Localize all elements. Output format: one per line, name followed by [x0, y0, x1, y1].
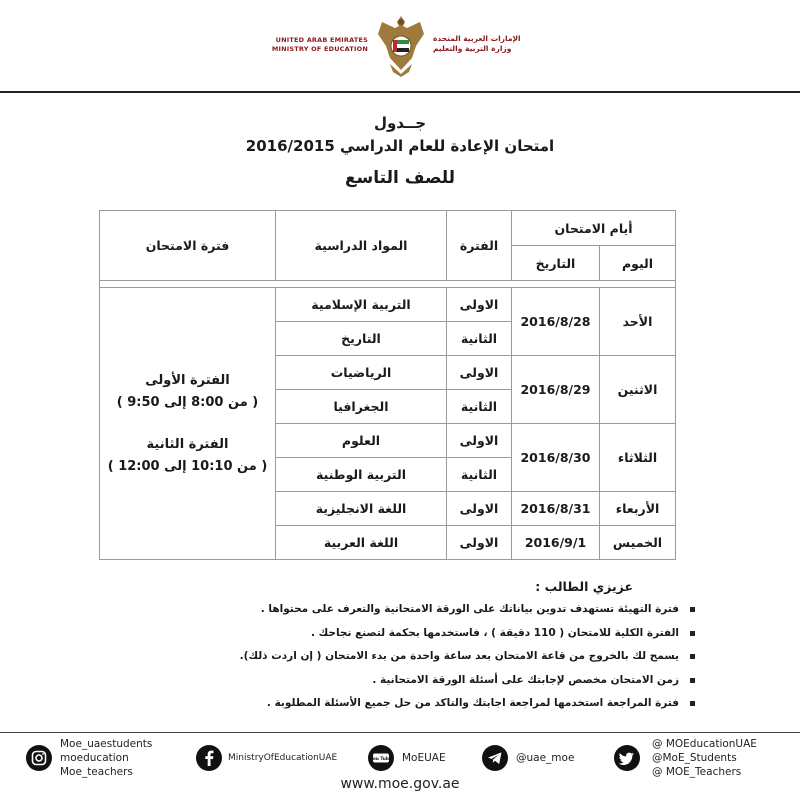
header-en-line1: UNITED ARAB EMIRATES — [275, 36, 368, 44]
period-cell: الاولى — [447, 424, 512, 458]
facebook-icon[interactable] — [196, 745, 222, 771]
subject-cell: التربية الإسلامية — [276, 288, 447, 322]
period-cell: الثانية — [447, 322, 512, 356]
header-ar-line2: وزارة التربية والتعليم — [433, 44, 512, 53]
table-row — [100, 288, 676, 322]
header-ar-line1: الإمارات العربية المتحدة — [433, 34, 521, 43]
period-cell: الاولى — [447, 526, 512, 560]
twitter-icon[interactable] — [614, 745, 640, 771]
period-cell: الثانية — [447, 390, 512, 424]
date-cell: 2016/9/1 — [512, 526, 600, 560]
twitter-teachers[interactable]: @ MOE_Teachers — [652, 766, 742, 778]
date-cell: 2016/8/31 — [512, 492, 600, 526]
falcon-emblem-icon — [376, 12, 426, 78]
notes-title: عزيزي الطالب : — [535, 579, 633, 594]
title-line1: جــدول — [373, 114, 427, 132]
facebook-handle[interactable]: MinistryOfEducationUAE — [228, 753, 338, 763]
youtube-handle[interactable]: MoEUAE — [402, 752, 446, 764]
telegram-icon[interactable] — [482, 745, 508, 771]
header-days-group: أيام الامتحان — [512, 211, 676, 246]
page-header — [0, 0, 800, 92]
first-period-label: الفترة الأولى — [145, 372, 230, 388]
header-subjects: المواد الدراسية — [276, 211, 447, 281]
instagram-students[interactable]: Moe_uaestudents — [60, 738, 153, 750]
header-date: التاريخ — [512, 246, 600, 281]
subject-cell: التاريخ — [276, 322, 447, 356]
list-item: زمن الامتحان مخصص لإجابتك على أسئلة الورقة الامتحانية . — [175, 669, 695, 693]
subject-cell: العلوم — [276, 424, 447, 458]
instagram-teachers[interactable]: Moe_teachers — [60, 766, 133, 778]
twitter-moeducation[interactable]: @ MOEducationUAE — [652, 738, 757, 750]
list-item: يسمح لك بالخروج من قاعة الامتحان بعد ساعة واحدة من بدء الامتحان ( إن اردت ذلك). — [175, 645, 695, 669]
notes-list — [175, 598, 695, 716]
list-item: الفترة الكلية للامتحان ( 110 دقيقة ) ، فاستخدمها بحكمة لتصنع نجاحك . — [175, 622, 695, 646]
subject-cell: الجغرافيا — [276, 390, 447, 424]
list-item: فترة المراجعة استخدمها لمراجعة اجابتك والتاكد من حل جميع الأسئلة المطلوبة . — [175, 692, 695, 716]
youtube-icon[interactable] — [368, 745, 394, 771]
footer-divider — [0, 732, 800, 733]
header-period: الفترة — [447, 211, 512, 281]
day-cell: الاثنين — [600, 356, 676, 424]
header-arabic-text — [433, 34, 543, 54]
youtube-badge-text: You Tube — [370, 757, 392, 763]
telegram-handle[interactable]: @uae_moe — [516, 752, 575, 764]
second-period-time: ( من 10:10 إلى 12:00 ) — [107, 458, 268, 474]
twitter-students[interactable]: @MoE_Students — [652, 752, 737, 764]
instagram-icon[interactable] — [26, 745, 52, 771]
day-cell: الأربعاء — [600, 492, 676, 526]
header-exam-period: فترة الامتحان — [100, 211, 276, 281]
period-cell: الاولى — [447, 356, 512, 390]
header-english-text — [268, 36, 368, 54]
day-cell: الخميس — [600, 526, 676, 560]
header-divider — [0, 91, 800, 93]
subject-cell: اللغة الانجليزية — [276, 492, 447, 526]
website-link[interactable]: www.moe.gov.ae — [340, 776, 460, 792]
instagram-moeducation[interactable]: moeducation — [60, 752, 129, 764]
day-cell: الأحد — [600, 288, 676, 356]
header-day: اليوم — [600, 246, 676, 281]
subject-cell: التربية الوطنية — [276, 458, 447, 492]
title-line3: للصف التاسع — [344, 168, 456, 188]
period-cell: الاولى — [447, 492, 512, 526]
date-cell: 2016/8/29 — [512, 356, 600, 424]
date-cell: 2016/8/30 — [512, 424, 600, 492]
date-cell: 2016/8/28 — [512, 288, 600, 356]
first-period-time: ( من 8:00 إلى 9:50 ) — [116, 394, 259, 410]
table-gap-row — [100, 281, 676, 288]
period-cell: الثانية — [447, 458, 512, 492]
header-en-line2: MINISTRY OF EDUCATION — [271, 45, 368, 53]
second-period-label: الفترة الثانية — [146, 436, 229, 452]
subject-cell: الرياضيات — [276, 356, 447, 390]
subject-cell: اللغة العربية — [276, 526, 447, 560]
period-cell: الاولى — [447, 288, 512, 322]
list-item: فترة التهيئة تستهدف تدوين بياناتك على الورقة الامتحانية والتعرف على محتواها . — [175, 598, 695, 622]
exam-schedule-table — [99, 210, 676, 560]
exam-periods-cell — [100, 288, 276, 560]
day-cell: الثلاثاء — [600, 424, 676, 492]
table-header-row — [100, 211, 676, 246]
title-line2: امتحان الإعادة للعام الدراسي 2016/2015 — [245, 137, 555, 155]
